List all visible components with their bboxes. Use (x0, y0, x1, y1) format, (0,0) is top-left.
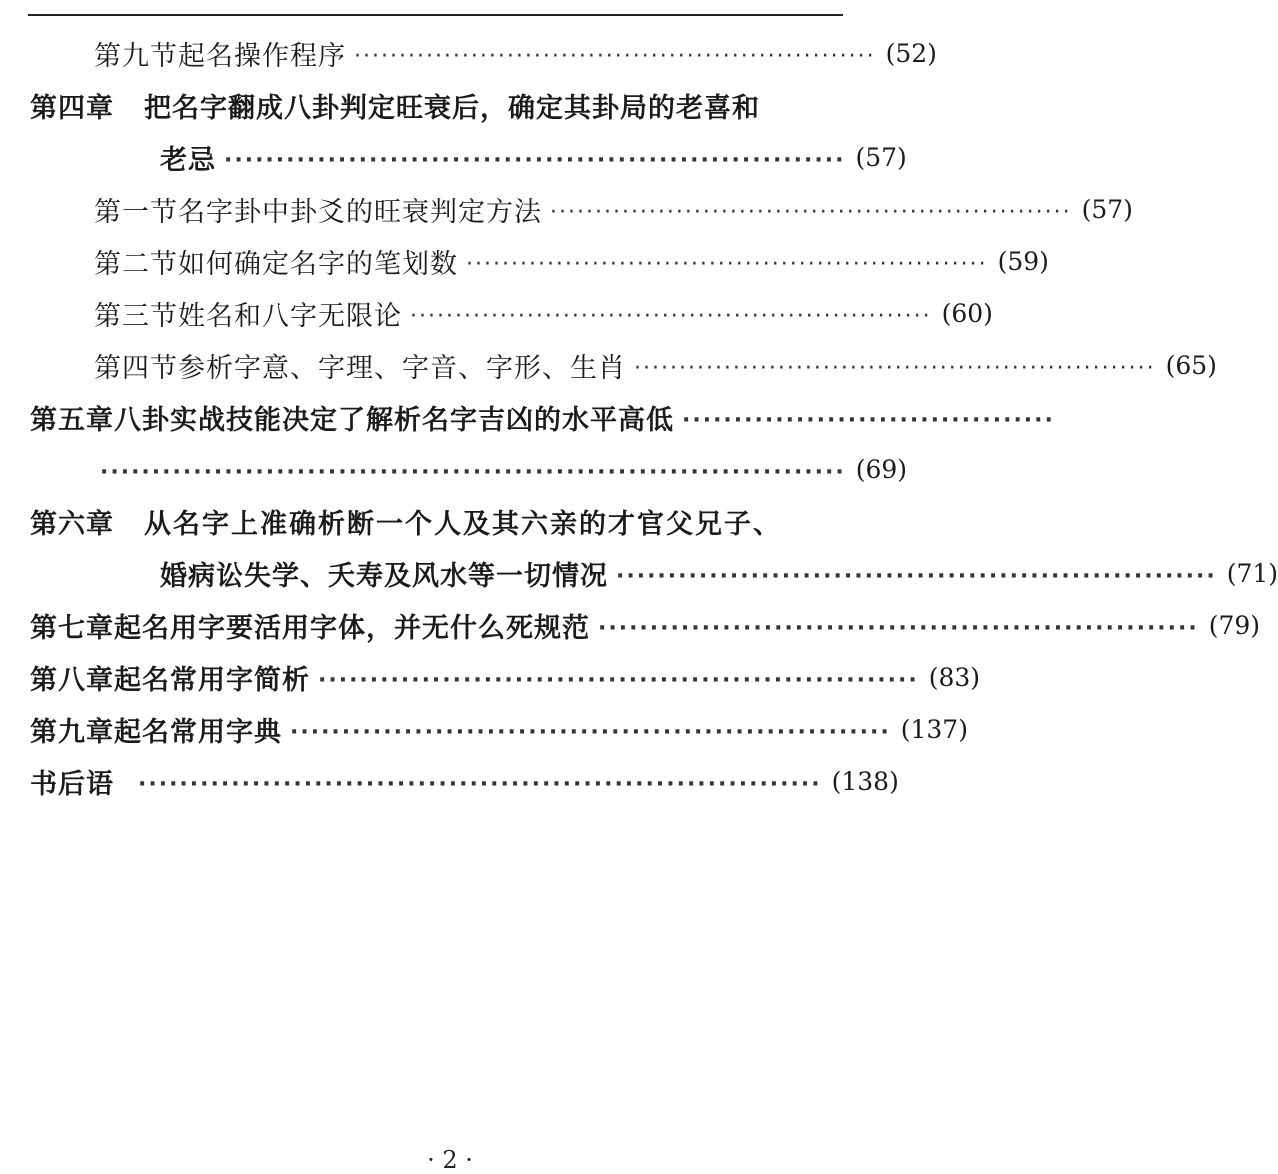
toc-entry-label: 第二节 (94, 248, 178, 280)
toc-dot-leader: ·························································· (634, 355, 1156, 381)
toc-entry-chapter[interactable] (30, 603, 1261, 647)
toc-dot-leader: ·························································· (598, 615, 1199, 641)
toc-entry-chapter[interactable] (30, 83, 844, 127)
toc-dot-leader: ·························································· (410, 303, 932, 329)
toc-entry-chapter[interactable] (30, 395, 1055, 439)
page-number: · 2 · (427, 1146, 473, 1174)
toc-entry-title: 起名操作程序 (178, 40, 346, 72)
toc-entry-page: (69) (855, 454, 908, 484)
toc-dot-leader: ·························································· (616, 563, 1217, 589)
toc-dot-leader: ········································································ (100, 459, 846, 485)
toc-entry-title: 起名用字要活用字体，并无什么死规范 (114, 612, 590, 644)
toc-dot-leader: ·························································· (318, 667, 919, 693)
toc-entry-title: 老忌 (160, 144, 216, 176)
toc-entry-label: 第七章 (30, 612, 114, 644)
toc-entry-title: 起名常用字简析 (114, 664, 310, 696)
toc-dot-leader: ·························································· (354, 43, 876, 69)
toc-entry-page: (57) (1081, 194, 1133, 224)
header-rule (28, 14, 843, 16)
toc-dot-leader: ···································· (682, 407, 1055, 433)
toc-entry-page: (60) (941, 298, 993, 328)
toc-entry-title: 名字卦中卦爻的旺衰判定方法 (178, 196, 542, 228)
toc-entry-chapter[interactable] (30, 499, 844, 543)
toc-entry-title: 如何确定名字的笔划数 (178, 248, 458, 280)
toc-dot-leader: ·························································· (466, 251, 988, 277)
toc-entry-label: 第三节 (94, 300, 178, 332)
toc-entry-section[interactable] (94, 31, 937, 75)
toc-entry-page: (52) (885, 38, 937, 68)
toc-entry-page: (59) (997, 246, 1049, 276)
toc-entry-chapter[interactable] (30, 655, 981, 699)
toc-entry-title: 从名字上准确析断一个人及其六亲的才官父兄子、 (144, 508, 782, 540)
toc-entry-label: 第四章 (30, 92, 114, 124)
toc-entry-title: 八卦实战技能决定了解析名字吉凶的水平高低 (114, 404, 674, 436)
toc-dot-leader: ·························································· (290, 719, 891, 745)
toc-entry-label: 第九章 (30, 716, 114, 748)
toc-entry-section[interactable] (94, 343, 1217, 387)
toc-entry-page: (57) (855, 142, 907, 172)
toc-entry-page: (138) (831, 766, 899, 796)
toc-entry-label: 第五章 (30, 404, 114, 436)
toc-entry-label: 第四节 (94, 352, 178, 384)
toc-entry-continuation[interactable] (100, 447, 908, 491)
toc-entry-title: 起名常用字典 (114, 716, 282, 748)
toc-dot-leader: ···························································· (224, 147, 846, 173)
toc-entry-chapter[interactable] (30, 759, 899, 803)
toc-entry-label: 书后语 (30, 768, 114, 800)
toc-entry-page: (83) (928, 662, 981, 692)
toc-entry-label: 第六章 (30, 508, 114, 540)
toc-entry-label: 第八章 (30, 664, 114, 696)
toc-entry-section[interactable] (94, 187, 1133, 231)
toc-entry-label: 第九节 (94, 40, 178, 72)
toc-entry-label: 第一节 (94, 196, 178, 228)
toc-entry-continuation[interactable] (160, 135, 907, 179)
toc-entry-title: 参析字意、字理、字音、字形、生肖 (178, 352, 626, 384)
toc-entry-title: 婚病讼失学、夭寿及风水等一切情况 (160, 560, 608, 592)
toc-entry-title: 姓名和八字无限论 (178, 300, 402, 332)
toc-entry-page: (71) (1226, 558, 1278, 588)
toc-entry-page: (65) (1165, 350, 1217, 380)
toc-entry-continuation[interactable] (160, 551, 1278, 595)
toc-entry-title: 把名字翻成八卦判定旺衰后，确定其卦局的老喜和 (144, 92, 760, 124)
toc-entry-chapter[interactable] (30, 707, 968, 751)
toc-entry-page: (137) (900, 714, 968, 744)
toc-dot-leader: ·························································· (550, 199, 1072, 225)
toc-entry-section[interactable] (94, 291, 993, 335)
toc-entry-section[interactable] (94, 239, 1049, 283)
toc-dot-leader: ·································································· (138, 771, 822, 797)
toc-entry-page: (79) (1208, 610, 1261, 640)
